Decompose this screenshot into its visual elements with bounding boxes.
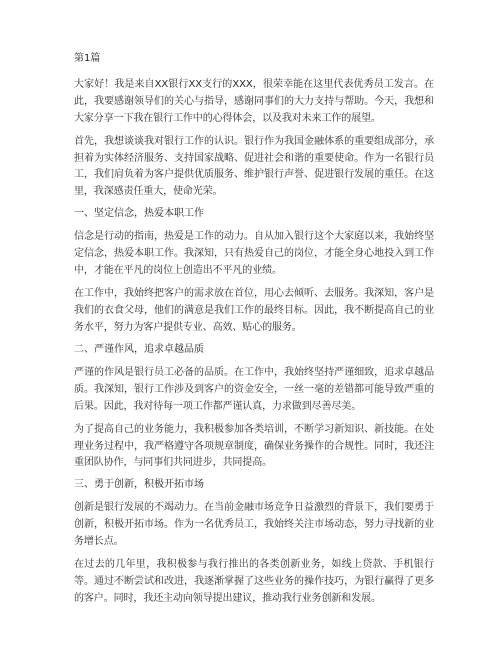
paragraph-intro: 大家好！我是来自XX银行XX支行的XXX，很荣幸能在这里代表优秀员工发言。在此，我要感谢领导们的关心与指导，感谢同事们的大力支持与帮助。今天，我想和大家分享一下我在银行工作中的心得体会，以及我对未来工作的展望。: [74, 79, 434, 124]
paragraph-training: 为了提高自己的业务能力，我积极参加各类培训，不断学习新知识、新技能。在处理业务过程中，我严格遵守各项规章制度，确保业务操作的合规性。同时，我还注重团队协作，与同事们共同进步，共同提高。: [74, 423, 434, 469]
paragraph-innovation: 创新是银行发展的不竭动力。在当前金融市场竞争日益激烈的背景下，我们要勇于创新，积极开拓市场。作为一名优秀员工，我始终关注市场动态，努力寻找新的业务增长点。: [74, 502, 434, 548]
document-heading: 第1篇: [74, 53, 101, 64]
section-title-3: 三、勇于创新，积极开拓市场: [74, 479, 204, 491]
section-title-1: 一、坚定信念，热爱本职工作: [74, 208, 204, 220]
paragraph-past-years: 在过去的几年里，我积极参与我行推出的各类创新业务，如线上贷款、手机银行等。通过不断尝试和改进，我逐渐掌握了这些业务的操作技巧，为银行赢得了更多的客户。同时，我还主动向领导提出建议，推动我行业务创新和发展。: [74, 559, 434, 604]
paragraph-belief: 信念是行动的指南，热爱是工作的动力。自从加入银行这个大家庭以来，我始终坚定信念，热爱本职工作。我深知，只有热爱自己的岗位，才能全身心地投入到工作中，才能在平凡的岗位上创造出不平凡的业绩。: [74, 231, 434, 276]
paragraph-rigor: 严谨的作风是银行员工必备的品质。在工作中，我始终坚持严谨细致，追求卓越品质。我深知，银行工作涉及到客户的资金安全，一丝一毫的差错都可能导致严重的后果。因此，我对待每一项工作都严谨认真，力求做到尽善尽美。: [74, 366, 434, 412]
paragraph-customer: 在工作中，我始终把客户的需求放在首位，用心去倾听、去服务。我深知，客户是我们的衣食父母，他们的满意是我们工作的最终目标。因此，我不断提高自己的业务水平，努力为客户提供专业、高效、贴心的服务。: [74, 288, 434, 333]
document-page: [74, 52, 434, 614]
section-title-2: 二、严谨作风，追求卓越品质: [74, 343, 204, 355]
paragraph-understanding: 首先，我想谈谈我对银行工作的认识。银行作为我国金融体系的重要组成部分，承担着为实体经济服务、支持国家战略、促进社会和谐的重要使命。作为一名银行员工，我们肩负着为客户提供优质服务、维护银行声誉、促进银行发展的重任。在这里，我深感责任重大，使命光荣。: [74, 135, 434, 198]
